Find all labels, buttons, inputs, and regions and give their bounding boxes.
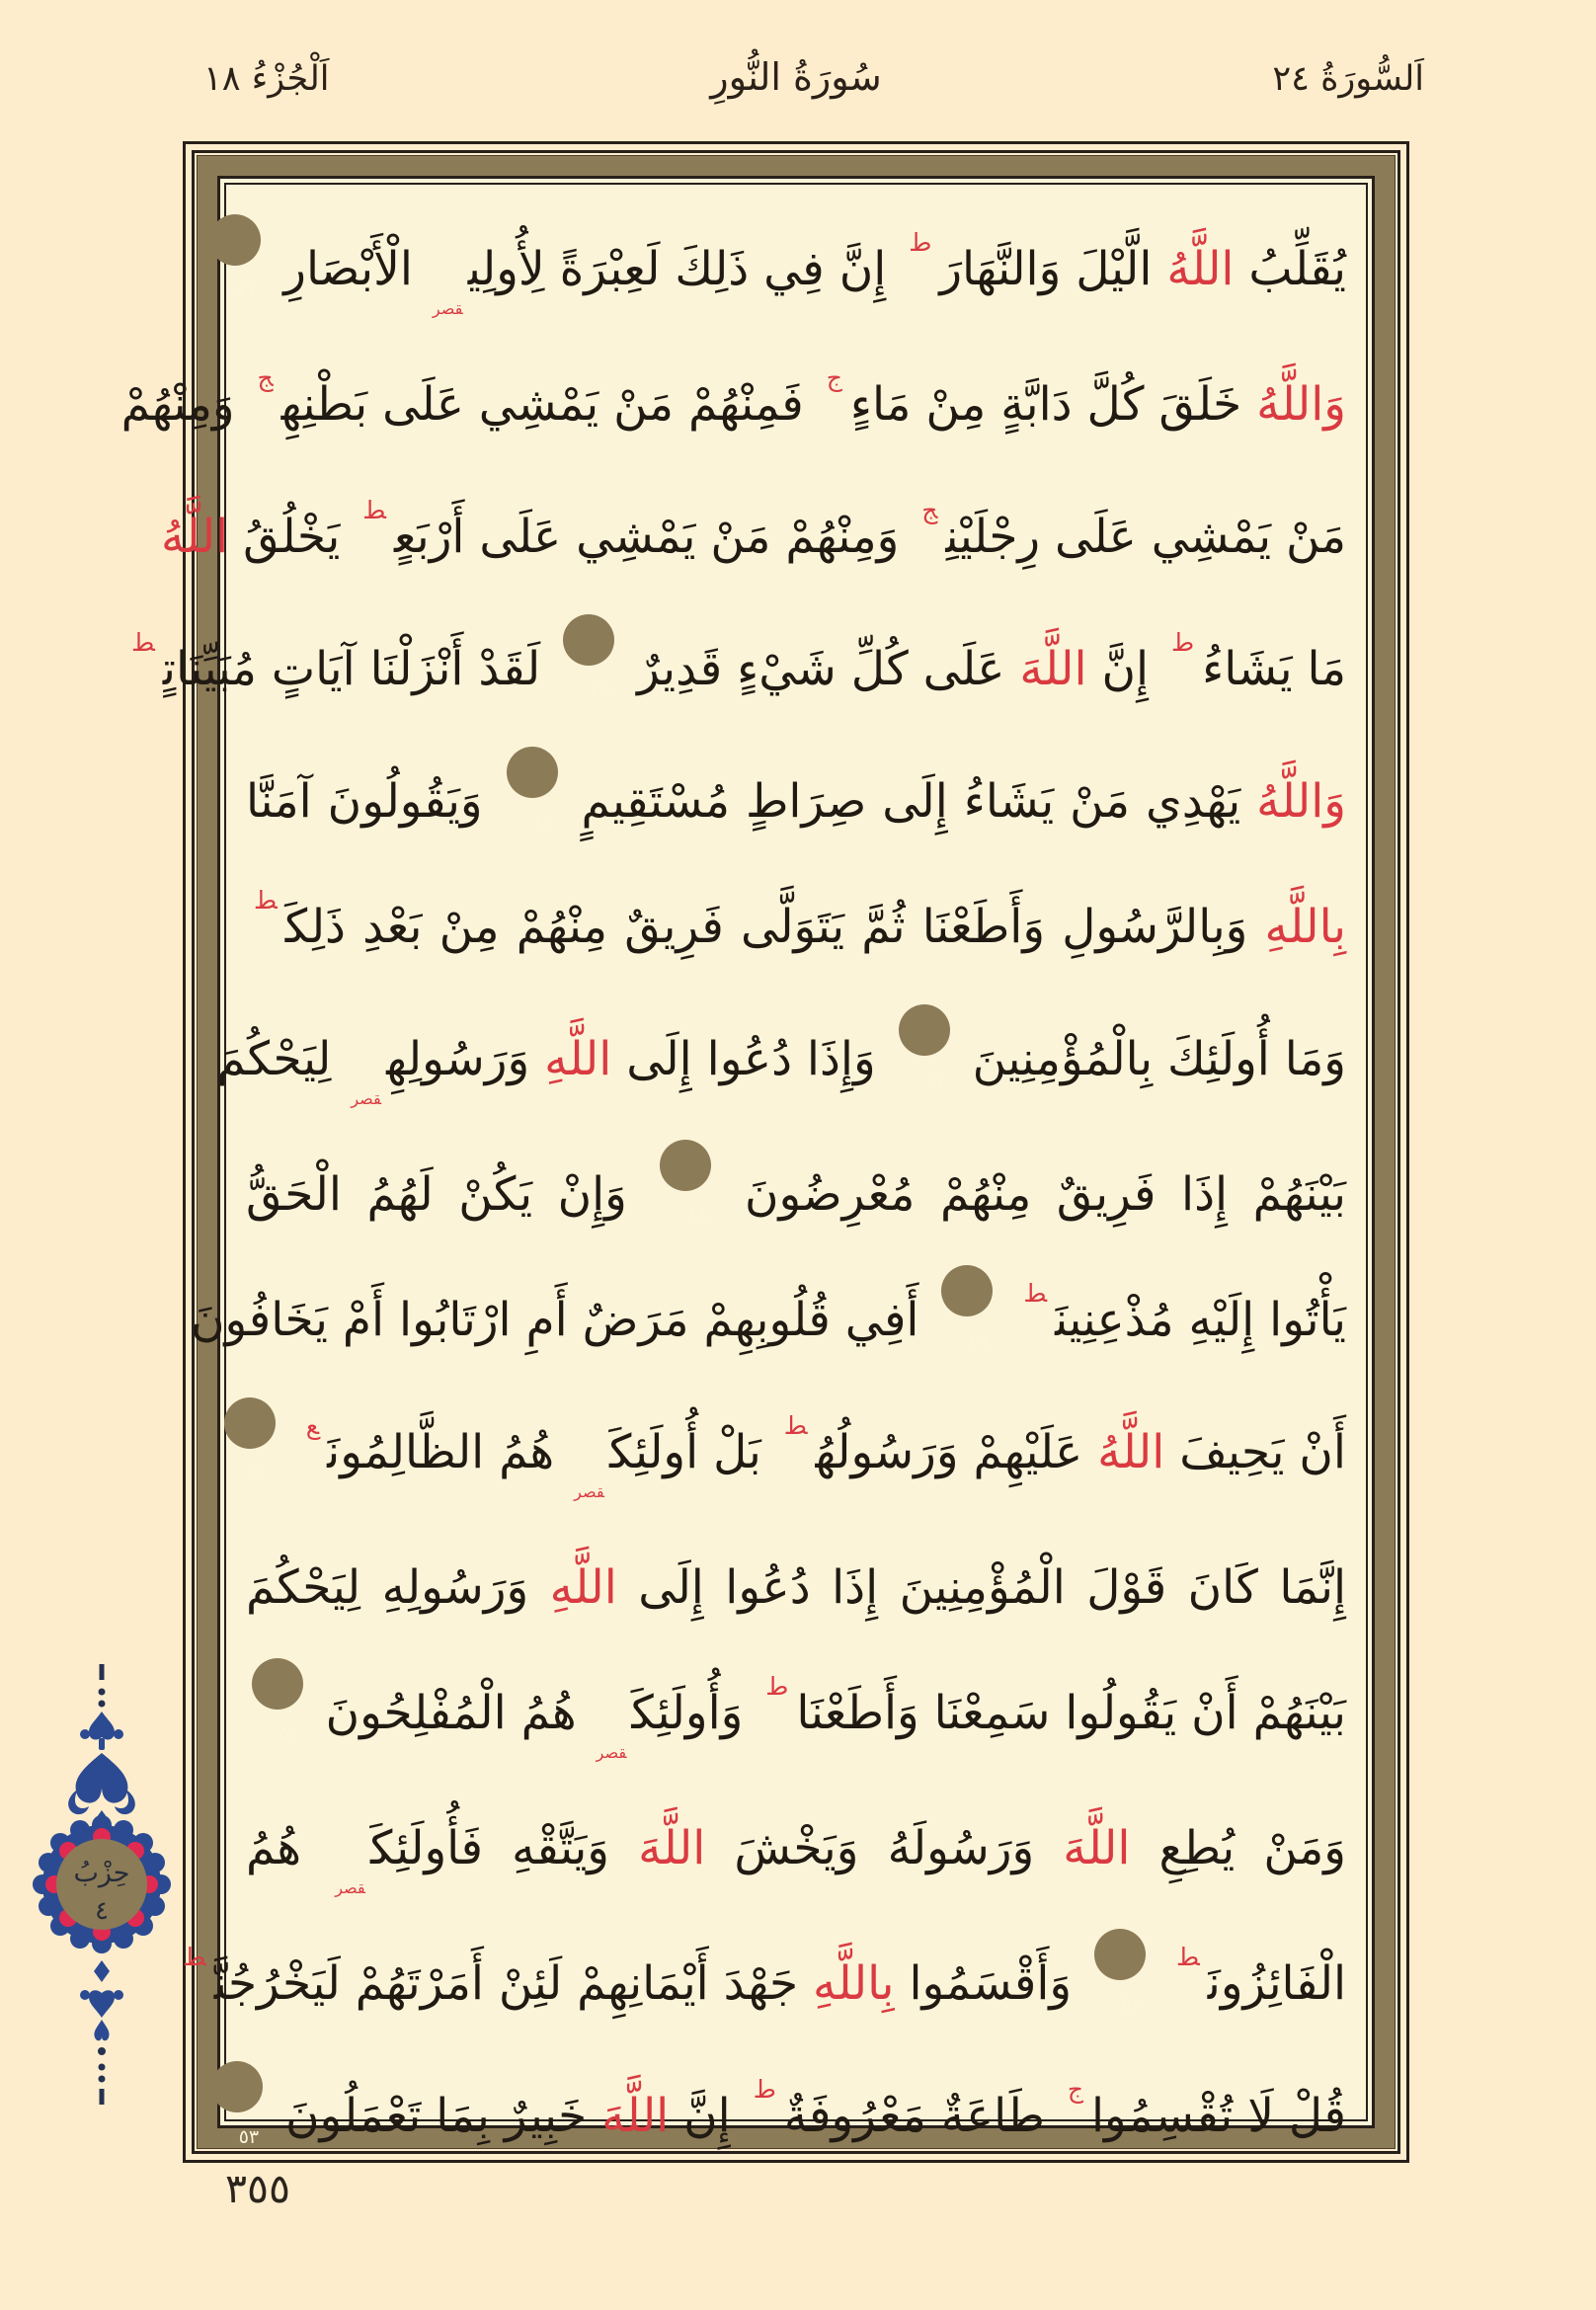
qasr-mark: قصر [574, 1482, 604, 1501]
verse-text: يَخْلُقُ [228, 510, 356, 564]
verse-text: إِنَّمَا كَانَ قَوْلَ الْمُؤْمِنِينَ إِذَا دُعُوا إِلَى [616, 1560, 1346, 1615]
pause-mark: ط [765, 1672, 789, 1701]
verse-text: يَهْدِي مَنْ يَشَاءُ إِلَى صِرَاطٍ مُسْتَقِيمٍ [565, 774, 1257, 829]
verse-text [283, 1425, 298, 1479]
frame-inner-line [120, 176, 1375, 2148]
verse-text: مَا يَشَاءُ [1202, 642, 1346, 696]
allah-word: اللَّهَ [638, 1821, 706, 1875]
allah-word: اللَّهِ [549, 1560, 617, 1615]
verse-text: يَأْتُوا إِلَيْهِ مُذْعِنِينَ [1055, 1293, 1346, 1347]
allah-word: اللَّهِ [544, 1032, 612, 1086]
verse-text: هُمُ الْمُفْلِحُونَ [310, 1686, 592, 1740]
verse-text: هُمُ [246, 1821, 331, 1875]
verse-text: وَإِذَا دُعُوا إِلَى [611, 1032, 891, 1086]
quran-line [190, 1257, 1346, 1390]
verse-number: ٤٦ [533, 812, 554, 834]
quran-line [246, 1132, 1346, 1257]
verse-text: بَلْ أُولَئِكَ [608, 1425, 776, 1479]
allah-word: بِاللَّهِ [813, 1956, 895, 2011]
verse-text: عَلَيْهِمْ وَرَسُولُهُ [815, 1425, 1098, 1479]
quran-line [246, 1390, 1346, 1525]
allah-word: بِاللَّهِ [1264, 900, 1346, 954]
hizb-medallion [33, 1815, 171, 1953]
verse-text: لَقَدْ أَنْزَلْنَا آيَاتٍ مُبَيِّنَاتٍ [162, 642, 556, 696]
qasr-mark: قصر [432, 299, 463, 318]
verse-text: وَمَا أُولَئِكَ بِالْمُؤْمِنِينَ [957, 1032, 1346, 1086]
verse-marker [507, 747, 558, 834]
verse-text: بَيْنَهُمْ أَنْ يَقُولُوا سَمِعْنَا وَأَطَعْنَا [796, 1686, 1346, 1740]
quran-line [183, 1921, 1346, 2053]
pause-mark: ط [783, 1411, 808, 1440]
verse-text: طَاعَةٌ مَعْرُوفَةٌ [783, 2089, 1060, 2143]
verse-text: أَنْ يَحِيفَ [1164, 1425, 1346, 1479]
verse-text: وَيَقُولُونَ آمَنَّا [246, 774, 499, 829]
allah-word: اللَّهَ [1019, 642, 1087, 696]
quran-line [120, 342, 1346, 474]
quran-line [236, 206, 1346, 342]
allah-word: وَاللَّهُ [1256, 774, 1346, 829]
verse-text: خَبِيرٌ بِمَا تَعْمَلُونَ [271, 2089, 602, 2143]
verse-text: وَمِنْهُمْ مَنْ يَمْشِي عَلَى أَرْبَعٍ [393, 510, 915, 564]
quran-line [238, 2053, 1346, 2186]
pause-mark: ط [1176, 1943, 1200, 1971]
verse-text: وَرَسُولِهِ [386, 1032, 545, 1086]
verse-text: وَبِالرَّسُولِ وَأَطَعْنَا ثُمَّ يَتَوَلَّى فَرِيقٌ مِنْهُمْ مِنْ بَعْدِ ذَلِكَ [284, 900, 1265, 954]
allah-word: اللَّهُ [1166, 242, 1235, 296]
page-number: ٣٥٥ [225, 2165, 291, 2212]
hizb-top-dash [100, 1664, 105, 1680]
verse-number: ٤٨ [686, 1205, 708, 1227]
quran-line [246, 739, 1346, 864]
quran-text [120, 206, 1346, 2148]
page-frame [120, 141, 1409, 2163]
quran-line [246, 1525, 1346, 1650]
verse-marker [1094, 1929, 1146, 2016]
verse-marker [899, 1004, 950, 1091]
pause-mark: ط [254, 886, 278, 915]
qasr-mark: قصر [351, 1089, 382, 1108]
verse-text: إِنَّ فِي ذَلِكَ لَعِبْرَةً لِأُولِي [467, 242, 902, 296]
pause-mark: ج [257, 363, 274, 392]
pause-mark: ج [1067, 2075, 1083, 2104]
verse-text: إِنَّ [669, 2089, 746, 2143]
allah-word: اللَّهَ [601, 2089, 670, 2143]
verse-marker [563, 614, 614, 701]
surah-number-label: اَلسُّورَةُ ٢٤ [1272, 59, 1424, 99]
verse-text: يُقَلِّبُ [1234, 242, 1346, 296]
verse-number: ٥٣ [238, 2126, 260, 2148]
verse-text [1000, 1293, 1015, 1347]
verse-text: فَمِنْهُمْ مَنْ يَمْشِي عَلَى بَطْنِهِ [280, 377, 819, 432]
pause-mark: ط [362, 496, 386, 524]
verse-text: وَرَسُولِهِ لِيَحْكُمَ [246, 1560, 550, 1615]
verse-text: وَأَقْسَمُوا [894, 1956, 1087, 2011]
verse-number: ٤٧ [925, 1070, 946, 1091]
verse-text: وَرَسُولَهُ وَيَخْشَ [705, 1821, 1064, 1875]
hizb-marker [28, 1662, 176, 2109]
allah-word: اللَّهُ [1097, 1425, 1165, 1479]
verse-marker [224, 1397, 276, 1484]
qasr-mark: قصر [596, 1743, 627, 1762]
quran-line [246, 1786, 1346, 1921]
pause-mark: ط [1023, 1279, 1048, 1308]
verse-text: لِيَحْكُمَ [216, 1032, 347, 1086]
pause-mark: ط [131, 628, 155, 657]
verse-number: ٥١ [279, 1723, 299, 1745]
verse-text: الْفَائِزُونَ [1207, 1956, 1346, 2011]
verse-marker [209, 214, 261, 301]
verse-number: ٤٥ [590, 679, 611, 701]
allah-word: وَاللَّهُ [1256, 377, 1346, 432]
juz-label: اَلْجُزْءُ ١٨ [203, 59, 330, 99]
pause-mark: ج [921, 496, 938, 524]
verse-text: وَمَنْ يُطِعِ [1130, 1821, 1346, 1875]
quran-line [246, 1650, 1346, 1786]
verse-text: هُمُ الظَّالِمُونَ [327, 1425, 570, 1479]
quran-line [161, 474, 1346, 606]
verse-text: جَهْدَ أَيْمَانِهِمْ لَئِنْ أَمَرْتَهُمْ لَيَخْرُجُنَّ [213, 1956, 814, 2011]
verse-text: بَيْنَهُمْ إِذَا فَرِيقٌ مِنْهُمْ مُعْرِضُونَ [719, 1167, 1346, 1222]
verse-number: ٥٢ [1121, 1994, 1143, 2016]
quran-line [216, 996, 1346, 1132]
hizb-number: ٤ [95, 1896, 109, 1926]
frame-innermost-line [120, 183, 1368, 2148]
verse-number: ٤٩ [968, 1330, 990, 1352]
hizb-top-finial [68, 1712, 135, 1832]
verse-text: الَّيْلَ وَالنَّهَارَ [939, 242, 1167, 296]
verse-text: عَلَى كُلِّ شَيْءٍ قَدِيرٌ [622, 642, 1020, 696]
pause-mark: ط [909, 228, 932, 257]
verse-number: ٤٤ [236, 279, 258, 301]
hizb-bottom-finial [80, 1960, 123, 2055]
verse-text: وَمِنْهُمْ [120, 377, 250, 432]
pause-mark: ط [1171, 628, 1195, 657]
surah-title: سُورَةُ النُّورِ [710, 55, 882, 99]
verse-text: الْأَبْصَارِ [269, 242, 428, 296]
verse-text: وَيَتَّقْهِ فَأُولَئِكَ [370, 1821, 639, 1875]
pause-mark: ط [183, 1943, 206, 1971]
frame-outer-line [120, 141, 1409, 2163]
quran-line [131, 606, 1346, 739]
verse-text: إِنَّ [1086, 642, 1163, 696]
hizb-label: حِزْبُ [73, 1858, 130, 1888]
verse-number: ٥٠ [251, 1463, 272, 1484]
verse-marker [252, 1658, 303, 1745]
allah-word: اللَّهَ [1063, 1821, 1131, 1875]
frame-second-line [120, 150, 1400, 2154]
verse-marker [941, 1265, 993, 1352]
verse-marker [660, 1140, 711, 1227]
verse-text [1154, 1956, 1168, 2011]
allah-word: اللَّهُ [161, 510, 229, 564]
pause-mark: ع [305, 1411, 320, 1440]
qasr-mark: قصر [335, 1878, 365, 1897]
pause-mark: ج [826, 363, 842, 392]
verse-text: وَأُولَئِكَ [631, 1686, 758, 1740]
verse-text: خَلَقَ كُلَّ دَابَّةٍ مِنْ مَاءٍ [849, 377, 1257, 432]
frame-band [120, 155, 1396, 2149]
verse-text: مَنْ يَمْشِي عَلَى رِجْلَيْنِ [945, 510, 1346, 564]
verse-text: وَإِنْ يَكُنْ لَهُمُ الْحَقُّ [246, 1167, 653, 1222]
verse-marker [211, 2061, 263, 2148]
verse-text: قُلْ لَا تُقْسِمُوا [1090, 2089, 1346, 2143]
quran-line [246, 864, 1346, 996]
pause-mark: ط [753, 2075, 776, 2104]
verse-text: أَفِي قُلُوبِهِمْ مَرَضٌ أَمِ ارْتَابُوا أَمْ يَخَافُونَ [190, 1293, 934, 1347]
